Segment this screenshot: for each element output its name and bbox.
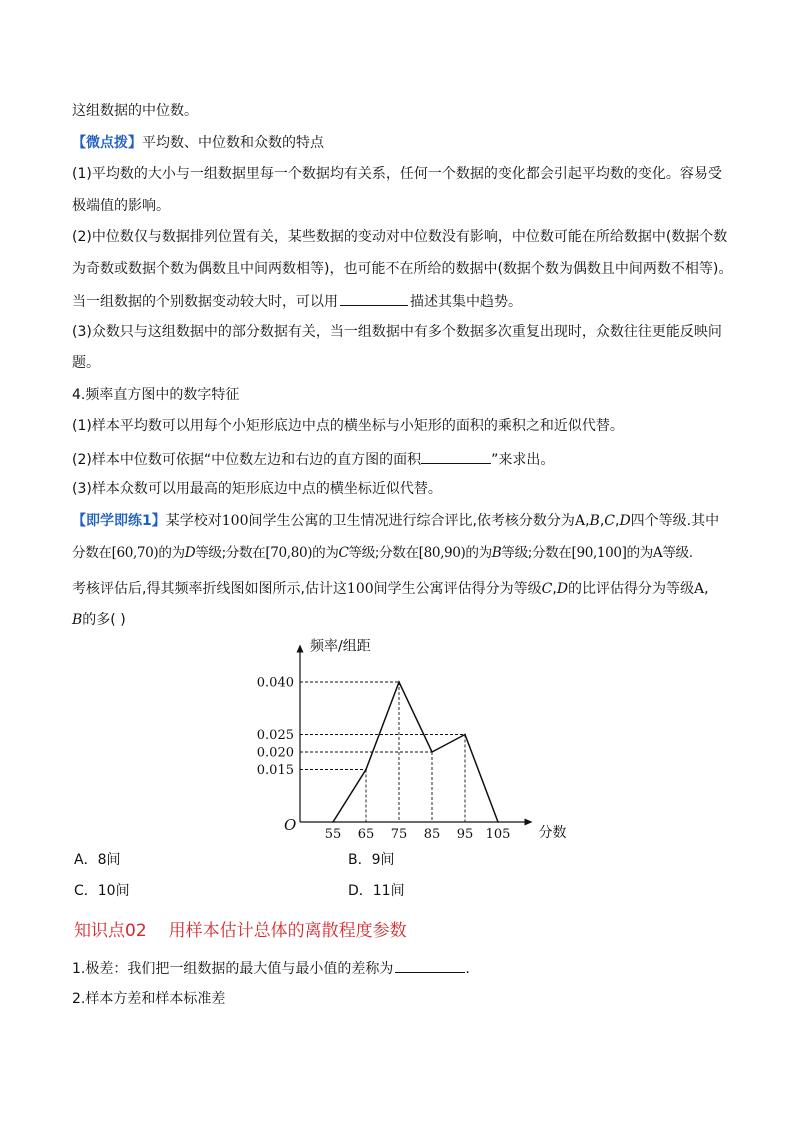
origin-label: O [284, 816, 297, 834]
text-fragment: 四个等级.其中 [630, 513, 720, 529]
tip-tag: 【微点拨】 [72, 135, 142, 151]
grade-letter: B [589, 513, 600, 529]
x-tick-label: 55 [324, 827, 342, 842]
text-line: 题。 [72, 355, 100, 371]
text-line: (1)平均数的大小与一组数据里每一个数据均有关系，任何一个数据的变化都会引起平均数的变化。容易受 [72, 166, 722, 182]
comma: , [614, 513, 620, 529]
text-fragment: 等级;分数在 [195, 545, 266, 561]
grade-letter: C [604, 513, 615, 529]
text-fragment: 的为 [312, 545, 339, 561]
option-d[interactable]: D．11间 [348, 883, 405, 899]
text-fragment: 当一组数据的个别数据变动较大时，可以用 [72, 294, 338, 310]
problem-line-2 [72, 544, 693, 562]
grade-letter: B [72, 612, 83, 628]
grade-letter: A [574, 513, 586, 529]
y-tick-label: 0.015 [256, 763, 294, 778]
fill-blank [395, 958, 465, 973]
text-fragment: 的多( ) [82, 612, 126, 628]
y-tick-label: 0.020 [256, 745, 294, 761]
problem-line-3 [72, 580, 709, 598]
x-axis-arrow [525, 819, 533, 826]
text-fragment: 描述其集中趋势。 [410, 294, 522, 310]
text-fragment: 等级;分数在 [501, 545, 572, 561]
text-line: 极端值的影响。 [72, 198, 170, 214]
x-tick-label: 105 [485, 827, 511, 842]
text-fragment: ”来求出。 [491, 452, 555, 468]
option-a[interactable]: A．8间 [74, 852, 121, 868]
x-tick-label: 95 [456, 827, 474, 842]
text-fragment: 分数在 [72, 545, 112, 561]
frequency-polygon-chart [250, 632, 567, 842]
comma: , [599, 513, 605, 529]
text-line: (2)中位数仅与数据排列位置有关，某些数据的变动对中位数没有影响，中位数可能在所给数据中(数据个数 [72, 229, 728, 245]
text-fragment: 某学校对 [165, 513, 222, 529]
text-fragment: 考核评估后,得其频率折线图如图所示,估计这 [72, 581, 347, 597]
text-line: (3)样本众数可以用最高的矩形底边中点的横坐标近似代替。 [72, 481, 442, 497]
number: 100 [346, 581, 374, 597]
comma: , [704, 581, 709, 597]
data-point [332, 821, 334, 823]
text-line: (3)众数只与这组数据中的部分数据有关，当一组数据中有多个数据多次重复出现时，众数往往更能反映问 [72, 324, 722, 340]
text-line: 2.样本方差和样本标准差 [72, 991, 226, 1007]
text-line [72, 958, 470, 978]
number: 100 [221, 513, 249, 529]
tip-heading [72, 134, 324, 152]
section-heading [74, 916, 429, 941]
text-line: 这组数据的中位数。 [72, 103, 198, 119]
text-fragment: 等级. [662, 545, 693, 561]
text-line [72, 449, 554, 469]
data-point [464, 734, 466, 736]
text-fragment: (2)样本中位数可依据“中位数左边和右边的直方图的面积 [72, 452, 422, 468]
x-tick-label: 65 [357, 827, 375, 842]
tip-title: 平均数、中位数和众数的特点 [142, 135, 324, 151]
option-c[interactable]: C．10间 [74, 883, 130, 899]
text-fragment: 的为 [158, 545, 185, 561]
y-tick-label: 0.040 [256, 675, 294, 691]
text-fragment: 1.极差：我们把一组数据的最大值与最小值的差称为 [72, 961, 394, 977]
interval: [80,90) [418, 545, 466, 561]
text-fragment: 等级;分数在 [348, 545, 419, 561]
x-axis-label: 分数 [538, 825, 567, 841]
y-axis-label: 频率/组距 [310, 638, 371, 655]
data-point [497, 821, 499, 823]
text-line [72, 291, 522, 311]
comma: , [585, 513, 590, 529]
text-fragment: 间学生公寓的卫生情况进行综合评比,依考核分数分为 [248, 513, 575, 529]
text-fragment: 的比评估得分为等级 [568, 581, 695, 597]
text-fragment: . [465, 961, 470, 977]
text-line: (1)样本平均数可以用每个小矩形底边中点的横坐标与小矩形的面积的乘积之和近似代替。 [72, 418, 624, 434]
fill-blank [421, 449, 491, 464]
interval: [70,80) [265, 545, 313, 561]
grade-letter: D [184, 545, 196, 561]
text-line: 为奇数或数据个数为偶数且中间两数相等)，也可能不在所给的数据中(数据个数为偶数且中间两数不相等)。 [72, 261, 733, 277]
data-point [398, 681, 400, 683]
practice-tag: 【即学即练1】 [72, 513, 166, 529]
grade-letter: B [491, 545, 502, 561]
text-line: 4.频率直方图中的数字特征 [72, 387, 240, 403]
text-fragment: 的为 [626, 545, 653, 561]
comma: , [552, 581, 557, 597]
y-tick-label: 0.025 [256, 728, 294, 743]
x-tick-label: 75 [390, 827, 408, 842]
grade-letter: C [541, 581, 553, 597]
x-tick-label: 85 [423, 827, 441, 842]
grade-letter: D [556, 581, 569, 597]
text-fragment: 的为 [465, 545, 492, 561]
problem-line-1 [72, 512, 719, 530]
grade-letter: A [694, 581, 705, 597]
problem-line-4 [72, 611, 126, 629]
data-point [365, 769, 367, 771]
data-point [431, 751, 433, 753]
grade-letter: A [652, 545, 663, 561]
interval: [60,70) [111, 545, 159, 561]
text-fragment: 间学生公寓评估得分为等级 [373, 581, 542, 597]
option-b[interactable]: B．9间 [348, 852, 395, 868]
section-title: 用样本估计总体的离散程度参数 [168, 921, 407, 941]
y-axis-arrow [297, 645, 304, 653]
grade-letter: C [338, 545, 349, 561]
interval: [90,100] [571, 545, 627, 561]
section-number: 知识点02 [74, 921, 147, 941]
fill-blank [340, 291, 408, 306]
grade-letter: D [619, 513, 631, 529]
